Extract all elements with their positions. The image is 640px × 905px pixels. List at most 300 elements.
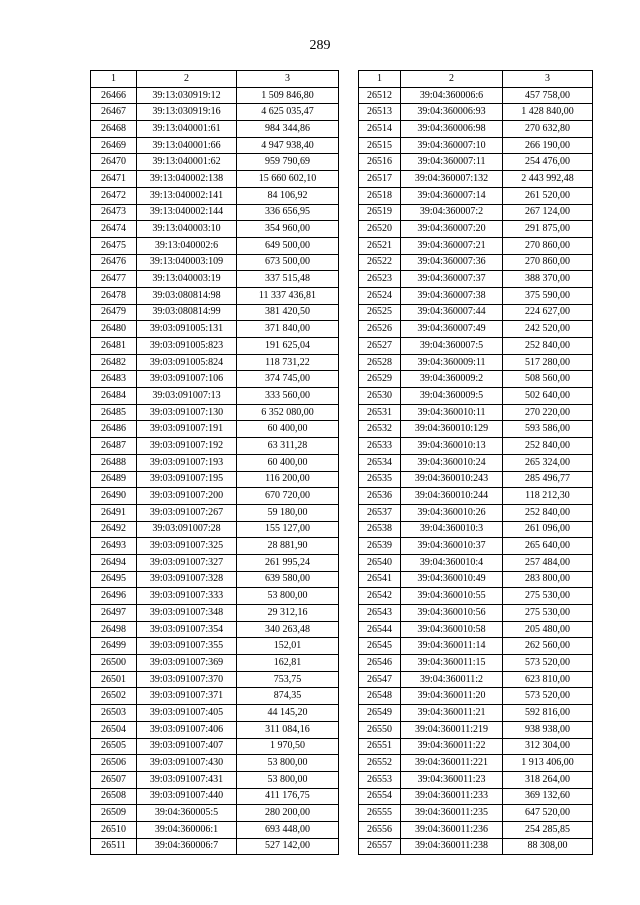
- value-cell: 285 496,77: [503, 471, 593, 488]
- value-cell: 265 640,00: [503, 538, 593, 555]
- table-row: [91, 304, 339, 321]
- table-row: [359, 688, 593, 705]
- row-number-cell: 26514: [359, 121, 401, 138]
- cadastral-id-cell: 39:03:091007:440: [137, 788, 237, 805]
- cadastral-id-cell: 39:04:360009:5: [401, 388, 503, 405]
- table-row: [91, 705, 339, 722]
- cadastral-id-cell: 39:13:030919:12: [137, 87, 237, 104]
- cadastral-id-cell: 39:03:091005:823: [137, 338, 237, 355]
- table-row: [359, 204, 593, 221]
- table-row: [91, 588, 339, 605]
- value-cell: 4 625 035,47: [237, 104, 339, 121]
- value-cell: 693 448,00: [237, 821, 339, 838]
- row-number-cell: 26497: [91, 605, 137, 622]
- table-row: [359, 471, 593, 488]
- value-cell: 527 142,00: [237, 838, 339, 855]
- table-row: [91, 221, 339, 238]
- table-row: [359, 137, 593, 154]
- value-cell: 333 560,00: [237, 388, 339, 405]
- cadastral-id-cell: 39:13:040001:62: [137, 154, 237, 171]
- table-row: [359, 521, 593, 538]
- row-number-cell: 26488: [91, 454, 137, 471]
- value-cell: 1 428 840,00: [503, 104, 593, 121]
- table-header-row: [91, 71, 339, 88]
- cadastral-id-cell: 39:03:091007:369: [137, 655, 237, 672]
- table-row: [359, 104, 593, 121]
- value-cell: 649 500,00: [237, 237, 339, 254]
- cadastral-id-cell: 39:04:360006:1: [137, 821, 237, 838]
- table-row: [91, 554, 339, 571]
- cadastral-id-cell: 39:04:360010:3: [401, 521, 503, 538]
- table-row: [359, 254, 593, 271]
- cadastral-id-cell: 39:13:040003:10: [137, 221, 237, 238]
- value-cell: 257 484,00: [503, 554, 593, 571]
- cadastral-id-cell: 39:03:080814:98: [137, 287, 237, 304]
- value-cell: 265 324,00: [503, 454, 593, 471]
- cadastral-id-cell: 39:03:091007:348: [137, 605, 237, 622]
- value-cell: 2 443 992,48: [503, 171, 593, 188]
- table-row: [359, 304, 593, 321]
- value-cell: 291 875,00: [503, 221, 593, 238]
- column-header-value: 3: [237, 71, 339, 88]
- table-row: [359, 705, 593, 722]
- value-cell: 53 800,00: [237, 588, 339, 605]
- table-row: [359, 771, 593, 788]
- value-cell: 369 132,60: [503, 788, 593, 805]
- row-number-cell: 26492: [91, 521, 137, 538]
- page-number: 289: [309, 38, 331, 53]
- cadastral-id-cell: 39:13:040002:144: [137, 204, 237, 221]
- value-cell: 753,75: [237, 671, 339, 688]
- table-row: [91, 454, 339, 471]
- table-row: [359, 638, 593, 655]
- row-number-cell: 26495: [91, 571, 137, 588]
- table-row: [91, 87, 339, 104]
- value-cell: 152,01: [237, 638, 339, 655]
- value-cell: 53 800,00: [237, 771, 339, 788]
- table-row: [91, 738, 339, 755]
- cadastral-id-cell: 39:04:360010:37: [401, 538, 503, 555]
- table-row: [359, 388, 593, 405]
- value-cell: 254 476,00: [503, 154, 593, 171]
- table-row: [91, 671, 339, 688]
- row-number-cell: 26539: [359, 538, 401, 555]
- value-cell: 938 938,00: [503, 721, 593, 738]
- value-cell: 270 632,80: [503, 121, 593, 138]
- cadastral-id-cell: 39:04:360007:49: [401, 321, 503, 338]
- row-number-cell: 26537: [359, 504, 401, 521]
- cadastral-id-cell: 39:04:360010:244: [401, 488, 503, 505]
- cadastral-id-cell: 39:04:360010:13: [401, 438, 503, 455]
- cadastral-id-cell: 39:04:360007:14: [401, 187, 503, 204]
- value-cell: 6 352 080,00: [237, 404, 339, 421]
- value-cell: 15 660 602,10: [237, 171, 339, 188]
- value-cell: 354 960,00: [237, 221, 339, 238]
- row-number-cell: 26540: [359, 554, 401, 571]
- row-number-cell: 26535: [359, 471, 401, 488]
- value-cell: 84 106,92: [237, 187, 339, 204]
- row-number-cell: 26508: [91, 788, 137, 805]
- row-number-cell: 26493: [91, 538, 137, 555]
- table-row: [91, 204, 339, 221]
- row-number-cell: 26474: [91, 221, 137, 238]
- cadastral-id-cell: 39:04:360010:11: [401, 404, 503, 421]
- cadastral-id-cell: 39:03:091007:327: [137, 554, 237, 571]
- table-row: [359, 438, 593, 455]
- table-row: [91, 154, 339, 171]
- table-row: [91, 638, 339, 655]
- cadastral-id-cell: 39:03:091007:28: [137, 521, 237, 538]
- cadastral-id-cell: 39:04:360005:5: [137, 805, 237, 822]
- cadastral-id-cell: 39:03:091005:824: [137, 354, 237, 371]
- cadastral-id-cell: 39:04:360010:129: [401, 421, 503, 438]
- table-row: [359, 187, 593, 204]
- cadastral-id-cell: 39:04:360011:238: [401, 838, 503, 855]
- table-row: [359, 538, 593, 555]
- row-number-cell: 26491: [91, 504, 137, 521]
- cadastral-id-cell: 39:03:091007:370: [137, 671, 237, 688]
- value-cell: 337 515,48: [237, 271, 339, 288]
- row-number-cell: 26534: [359, 454, 401, 471]
- cadastral-id-cell: 39:13:040001:61: [137, 121, 237, 138]
- row-number-cell: 26490: [91, 488, 137, 505]
- column-header-number: 1: [359, 71, 401, 88]
- cadastral-id-cell: 39:04:360010:24: [401, 454, 503, 471]
- cadastral-id-cell: 39:04:360011:236: [401, 821, 503, 838]
- row-number-cell: 26486: [91, 421, 137, 438]
- table-row: [359, 738, 593, 755]
- table-header-row: [359, 71, 593, 88]
- row-number-cell: 26471: [91, 171, 137, 188]
- cadastral-id-cell: 39:04:360007:20: [401, 221, 503, 238]
- cadastral-id-cell: 39:04:360007:2: [401, 204, 503, 221]
- value-cell: 283 800,00: [503, 571, 593, 588]
- value-cell: 874,35: [237, 688, 339, 705]
- value-cell: 411 176,75: [237, 788, 339, 805]
- table-row: [91, 504, 339, 521]
- cadastral-id-cell: 39:04:360011:15: [401, 655, 503, 672]
- value-cell: 270 860,00: [503, 254, 593, 271]
- table-row: [359, 338, 593, 355]
- value-cell: 375 590,00: [503, 287, 593, 304]
- row-number-cell: 26544: [359, 621, 401, 638]
- column-header-value: 3: [503, 71, 593, 88]
- row-number-cell: 26518: [359, 187, 401, 204]
- table-row: [359, 171, 593, 188]
- cadastral-id-cell: 39:13:040002:138: [137, 171, 237, 188]
- cadastral-id-cell: 39:03:091007:195: [137, 471, 237, 488]
- row-number-cell: 26469: [91, 137, 137, 154]
- value-cell: 1 913 406,00: [503, 755, 593, 772]
- row-number-cell: 26525: [359, 304, 401, 321]
- row-number-cell: 26543: [359, 605, 401, 622]
- cadastral-id-cell: 39:04:360010:56: [401, 605, 503, 622]
- row-number-cell: 26478: [91, 287, 137, 304]
- row-number-cell: 26466: [91, 87, 137, 104]
- row-number-cell: 26499: [91, 638, 137, 655]
- table-row: [359, 504, 593, 521]
- row-number-cell: 26496: [91, 588, 137, 605]
- value-cell: 984 344,86: [237, 121, 339, 138]
- row-number-cell: 26555: [359, 805, 401, 822]
- value-cell: 191 625,04: [237, 338, 339, 355]
- table-row: [91, 254, 339, 271]
- row-number-cell: 26484: [91, 388, 137, 405]
- table-row: [91, 838, 339, 855]
- cadastral-id-cell: 39:04:360007:44: [401, 304, 503, 321]
- table-row: [91, 321, 339, 338]
- value-cell: 252 840,00: [503, 504, 593, 521]
- table-row: [359, 454, 593, 471]
- row-number-cell: 26483: [91, 371, 137, 388]
- value-cell: 623 810,00: [503, 671, 593, 688]
- row-number-cell: 26541: [359, 571, 401, 588]
- cadastral-id-cell: 39:03:091007:328: [137, 571, 237, 588]
- table-row: [359, 755, 593, 772]
- value-cell: 254 285,85: [503, 821, 593, 838]
- value-cell: 261 520,00: [503, 187, 593, 204]
- row-number-cell: 26530: [359, 388, 401, 405]
- cadastral-id-cell: 39:04:360009:11: [401, 354, 503, 371]
- row-number-cell: 26476: [91, 254, 137, 271]
- value-cell: 155 127,00: [237, 521, 339, 538]
- cadastral-id-cell: 39:04:360011:23: [401, 771, 503, 788]
- value-cell: 88 308,00: [503, 838, 593, 855]
- table-row: [359, 271, 593, 288]
- table-row: [359, 838, 593, 855]
- table-row: [359, 671, 593, 688]
- cadastral-id-cell: 39:13:040003:19: [137, 271, 237, 288]
- cadastral-id-cell: 39:04:360010:55: [401, 588, 503, 605]
- cadastral-id-cell: 39:03:091005:131: [137, 321, 237, 338]
- table-row: [359, 321, 593, 338]
- cadastral-id-cell: 39:03:091007:106: [137, 371, 237, 388]
- table-row: [91, 488, 339, 505]
- table-row: [359, 237, 593, 254]
- row-number-cell: 26547: [359, 671, 401, 688]
- cadastral-value-table-right: [358, 70, 593, 855]
- table-row: [359, 354, 593, 371]
- value-cell: 517 280,00: [503, 354, 593, 371]
- table-row: [359, 421, 593, 438]
- value-cell: 1 970,50: [237, 738, 339, 755]
- value-cell: 592 816,00: [503, 705, 593, 722]
- cadastral-id-cell: 39:04:360011:2: [401, 671, 503, 688]
- value-cell: 205 480,00: [503, 621, 593, 638]
- table-row: [91, 371, 339, 388]
- cadastral-id-cell: 39:04:360009:2: [401, 371, 503, 388]
- table-row: [359, 821, 593, 838]
- cadastral-id-cell: 39:03:091007:430: [137, 755, 237, 772]
- row-number-cell: 26532: [359, 421, 401, 438]
- row-number-cell: 26516: [359, 154, 401, 171]
- value-cell: 639 580,00: [237, 571, 339, 588]
- cadastral-id-cell: 39:04:360011:235: [401, 805, 503, 822]
- column-header-cadastral-id: 2: [137, 71, 237, 88]
- value-cell: 508 560,00: [503, 371, 593, 388]
- value-cell: 60 400,00: [237, 454, 339, 471]
- value-cell: 388 370,00: [503, 271, 593, 288]
- row-number-cell: 26552: [359, 755, 401, 772]
- table-row: [91, 388, 339, 405]
- value-cell: 59 180,00: [237, 504, 339, 521]
- value-cell: 374 745,00: [237, 371, 339, 388]
- row-number-cell: 26487: [91, 438, 137, 455]
- cadastral-id-cell: 39:04:360010:243: [401, 471, 503, 488]
- row-number-cell: 26529: [359, 371, 401, 388]
- cadastral-id-cell: 39:04:360011:233: [401, 788, 503, 805]
- row-number-cell: 26549: [359, 705, 401, 722]
- table-row: [359, 605, 593, 622]
- table-row: [91, 788, 339, 805]
- row-number-cell: 26515: [359, 137, 401, 154]
- table-row: [91, 354, 339, 371]
- table-row: [359, 588, 593, 605]
- value-cell: 457 758,00: [503, 87, 593, 104]
- row-number-cell: 26545: [359, 638, 401, 655]
- row-number-cell: 26536: [359, 488, 401, 505]
- cadastral-id-cell: 39:03:091007:200: [137, 488, 237, 505]
- row-number-cell: 26468: [91, 121, 137, 138]
- row-number-cell: 26475: [91, 237, 137, 254]
- value-cell: 673 500,00: [237, 254, 339, 271]
- cadastral-id-cell: 39:04:360011:20: [401, 688, 503, 705]
- row-number-cell: 26494: [91, 554, 137, 571]
- value-cell: 593 586,00: [503, 421, 593, 438]
- cadastral-id-cell: 39:03:091007:193: [137, 454, 237, 471]
- table-row: [91, 121, 339, 138]
- cadastral-id-cell: 39:03:091007:13: [137, 388, 237, 405]
- row-number-cell: 26479: [91, 304, 137, 321]
- cadastral-id-cell: 39:04:360010:58: [401, 621, 503, 638]
- cadastral-id-cell: 39:04:360007:11: [401, 154, 503, 171]
- row-number-cell: 26533: [359, 438, 401, 455]
- table-row: [91, 271, 339, 288]
- cadastral-id-cell: 39:03:091007:191: [137, 421, 237, 438]
- value-cell: 340 263,48: [237, 621, 339, 638]
- cadastral-id-cell: 39:04:360006:7: [137, 838, 237, 855]
- table-row: [91, 137, 339, 154]
- table-row: [91, 821, 339, 838]
- cadastral-id-cell: 39:04:360010:49: [401, 571, 503, 588]
- cadastral-id-cell: 39:04:360007:132: [401, 171, 503, 188]
- row-number-cell: 26506: [91, 755, 137, 772]
- cadastral-id-cell: 39:04:360007:10: [401, 137, 503, 154]
- cadastral-id-cell: 39:04:360006:93: [401, 104, 503, 121]
- cadastral-id-cell: 39:04:360011:21: [401, 705, 503, 722]
- value-cell: 262 560,00: [503, 638, 593, 655]
- row-number-cell: 26548: [359, 688, 401, 705]
- value-cell: 118 212,30: [503, 488, 593, 505]
- table-row: [359, 621, 593, 638]
- cadastral-value-table-left: [90, 70, 339, 855]
- row-number-cell: 26501: [91, 671, 137, 688]
- cadastral-id-cell: 39:04:360007:36: [401, 254, 503, 271]
- value-cell: 275 530,00: [503, 588, 593, 605]
- row-number-cell: 26519: [359, 204, 401, 221]
- cadastral-id-cell: 39:03:091007:267: [137, 504, 237, 521]
- table-row: [359, 488, 593, 505]
- table-row: [91, 805, 339, 822]
- value-cell: 162,81: [237, 655, 339, 672]
- cadastral-id-cell: 39:04:360006:98: [401, 121, 503, 138]
- value-cell: 53 800,00: [237, 755, 339, 772]
- column-header-cadastral-id: 2: [401, 71, 503, 88]
- table-row: [91, 471, 339, 488]
- table-row: [359, 554, 593, 571]
- value-cell: 224 627,00: [503, 304, 593, 321]
- value-cell: 252 840,00: [503, 338, 593, 355]
- row-number-cell: 26521: [359, 237, 401, 254]
- value-cell: 371 840,00: [237, 321, 339, 338]
- cadastral-id-cell: 39:04:360010:26: [401, 504, 503, 521]
- row-number-cell: 26557: [359, 838, 401, 855]
- value-cell: 44 145,20: [237, 705, 339, 722]
- row-number-cell: 26489: [91, 471, 137, 488]
- table-row: [91, 621, 339, 638]
- row-number-cell: 26498: [91, 621, 137, 638]
- table-row: [91, 655, 339, 672]
- cadastral-id-cell: 39:04:360006:6: [401, 87, 503, 104]
- cadastral-id-cell: 39:03:091007:355: [137, 638, 237, 655]
- row-number-cell: 26526: [359, 321, 401, 338]
- row-number-cell: 26481: [91, 338, 137, 355]
- cadastral-id-cell: 39:03:091007:130: [137, 404, 237, 421]
- cadastral-id-cell: 39:04:360007:21: [401, 237, 503, 254]
- cadastral-id-cell: 39:03:091007:431: [137, 771, 237, 788]
- value-cell: 11 337 436,81: [237, 287, 339, 304]
- cadastral-id-cell: 39:04:360007:38: [401, 287, 503, 304]
- value-cell: 261 995,24: [237, 554, 339, 571]
- cadastral-id-cell: 39:03:091007:333: [137, 588, 237, 605]
- table-row: [359, 721, 593, 738]
- row-number-cell: 26509: [91, 805, 137, 822]
- cadastral-id-cell: 39:03:091007:192: [137, 438, 237, 455]
- row-number-cell: 26538: [359, 521, 401, 538]
- cadastral-id-cell: 39:13:040001:66: [137, 137, 237, 154]
- table-row: [91, 287, 339, 304]
- cadastral-id-cell: 39:04:360011:14: [401, 638, 503, 655]
- table-row: [91, 721, 339, 738]
- value-cell: 670 720,00: [237, 488, 339, 505]
- table-row: [91, 421, 339, 438]
- value-cell: 311 084,16: [237, 721, 339, 738]
- value-cell: 573 520,00: [503, 688, 593, 705]
- row-number-cell: 26504: [91, 721, 137, 738]
- table-row: [359, 371, 593, 388]
- value-cell: 242 520,00: [503, 321, 593, 338]
- table-row: [91, 688, 339, 705]
- value-cell: 29 312,16: [237, 605, 339, 622]
- cadastral-id-cell: 39:13:030919:16: [137, 104, 237, 121]
- row-number-cell: 26467: [91, 104, 137, 121]
- row-number-cell: 26480: [91, 321, 137, 338]
- value-cell: 267 124,00: [503, 204, 593, 221]
- row-number-cell: 26551: [359, 738, 401, 755]
- value-cell: 318 264,00: [503, 771, 593, 788]
- value-cell: 261 096,00: [503, 521, 593, 538]
- value-cell: 60 400,00: [237, 421, 339, 438]
- table-row: [359, 287, 593, 304]
- row-number-cell: 26556: [359, 821, 401, 838]
- value-cell: 336 656,95: [237, 204, 339, 221]
- table-row: [359, 655, 593, 672]
- table-row: [359, 788, 593, 805]
- cadastral-id-cell: 39:13:040003:109: [137, 254, 237, 271]
- row-number-cell: 26520: [359, 221, 401, 238]
- row-number-cell: 26510: [91, 821, 137, 838]
- row-number-cell: 26485: [91, 404, 137, 421]
